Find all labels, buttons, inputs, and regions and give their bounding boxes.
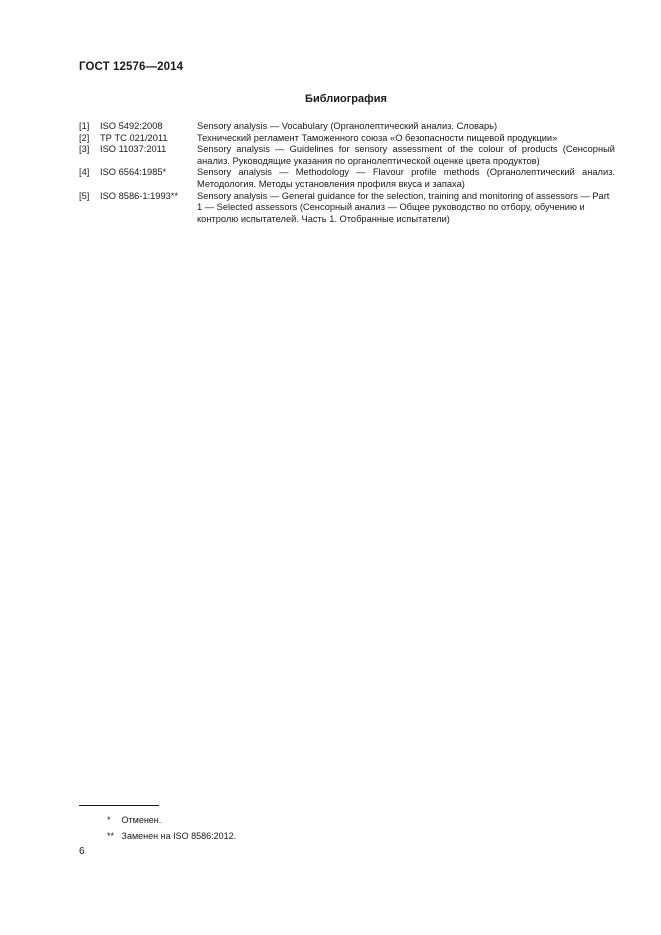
footnotes (107, 812, 236, 844)
footnote (107, 828, 236, 844)
footnote-text: Отменен. (121, 815, 162, 825)
entry-number: [1] (79, 121, 90, 131)
entry-code: ISO 6564:1985* (100, 167, 167, 178)
entry-code: ТР ТС 021/2011 (100, 132, 168, 143)
bibliography-entry (79, 144, 615, 167)
entry-number: [2] (79, 132, 90, 143)
entry-number: [5] (79, 190, 90, 201)
page-number: 6 (79, 846, 85, 857)
entry-number: [3] (79, 144, 90, 155)
bibliography-entry (79, 133, 615, 145)
entry-code: ISO 5492:2008 (100, 121, 163, 131)
entry-description: Sensory analysis — General guidance for the selection, training and monitoring of assessors — Part 1 — Selected assessors (Сенсорный анализ — Общее руководство по отбору, обучению и контролю испытателей. Часть 1. Отобранные испытатели) (197, 190, 610, 224)
entry-description: Технический регламент Таможенного союза «О безопасности пищевой продукции» (197, 132, 558, 143)
entry-description: Sensory analysis — Guidelines for sensory assessment of the colour of products (Сенсорный анализ. Руководящие указания по органолептической оценке цвета продуктов) (197, 144, 615, 166)
entry-description: Sensory analysis — Methodology — Flavour profile methods (Органолептический анализ. Методология. Методы установления профиля вкуса и запаха) (197, 167, 615, 189)
bibliography-entry (79, 121, 615, 133)
footnote (107, 812, 236, 828)
section-title: Библиография (305, 93, 387, 105)
footnote-mark: ** (107, 831, 115, 841)
bibliography-list (79, 121, 615, 225)
bibliography-entry (79, 167, 615, 190)
entry-number: [4] (79, 167, 90, 178)
footnote-text: Заменен на ISO 8586:2012. (121, 831, 237, 841)
entry-description: Sensory analysis — Vocabulary (Органолептический анализ. Словарь) (197, 121, 498, 131)
entry-code: ISO 8586-1:1993** (100, 190, 179, 201)
footnote-divider (79, 805, 159, 806)
entry-code: ISO 11037:2011 (100, 144, 167, 155)
document-header: ГОСТ 12576—2014 (79, 61, 184, 73)
footnote-mark: * (107, 815, 111, 825)
bibliography-entry (79, 191, 615, 226)
